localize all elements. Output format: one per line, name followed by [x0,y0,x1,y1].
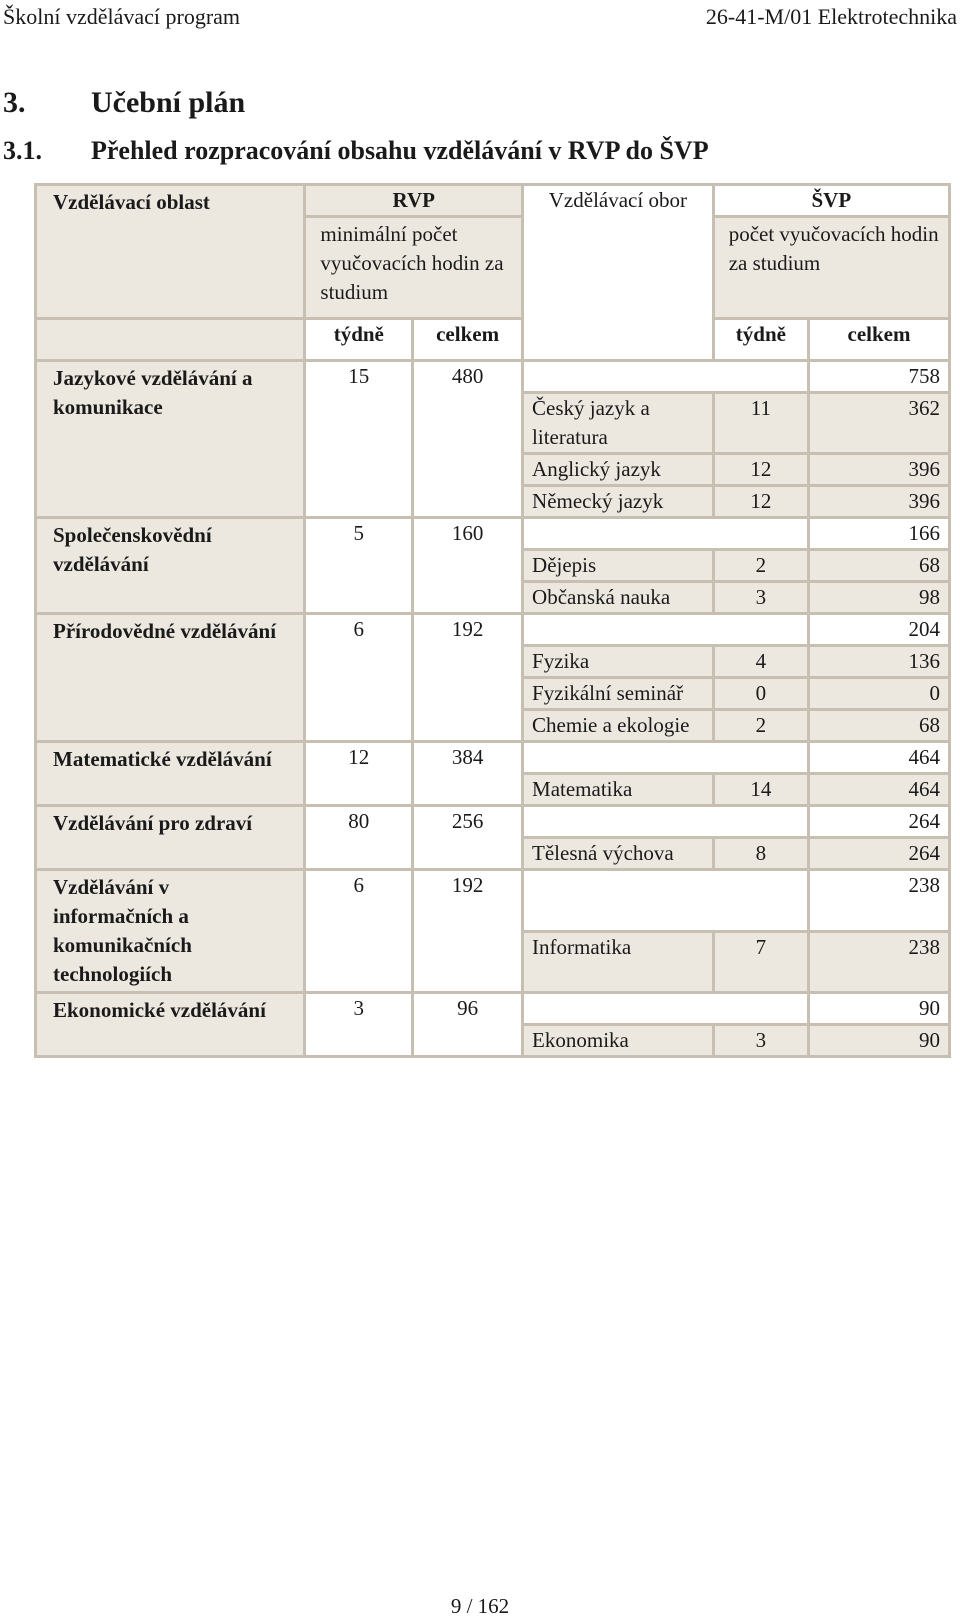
header-rvp: RVP [305,185,523,217]
subject-name: Občanská nauka [523,582,714,614]
subject-celkem: 396 [809,454,950,486]
svp-area-total: 90 [809,993,950,1025]
subject-celkem: 136 [809,646,950,678]
subject-tydne: 12 [713,486,808,518]
subject-name: Chemie a ekologie [523,710,714,742]
subject-name: Informatika [523,931,714,993]
page-number: 9 / 162 [450,1594,510,1618]
subject-celkem: 68 [809,550,950,582]
subject-name: Dějepis [523,550,714,582]
rvp-tydne: 3 [305,993,413,1057]
subject-name: Anglický jazyk [523,454,714,486]
area-row [36,742,950,774]
header-svp-tydne: týdně [713,319,808,361]
rvp-tydne: 80 [305,806,413,870]
area-spacer [523,614,809,646]
area-spacer [523,518,809,550]
subject-tydne: 14 [713,774,808,806]
subject-name: Tělesná výchova [523,838,714,870]
subject-name: Ekonomika [523,1025,714,1057]
subject-celkem: 264 [809,838,950,870]
area-spacer [523,742,809,774]
subject-celkem: 0 [809,678,950,710]
svp-area-total: 238 [809,870,950,932]
svp-area-total: 204 [809,614,950,646]
header-area-blank [36,319,305,361]
subject-tydne: 0 [713,678,808,710]
rvp-celkem: 256 [413,806,523,870]
subject-tydne: 4 [713,646,808,678]
rvp-tydne: 6 [305,870,413,993]
area-row [36,614,950,646]
section-heading [3,136,709,166]
running-header-left: Školní vzdělávací program [3,4,241,29]
subject-celkem: 68 [809,710,950,742]
svp-area-total: 758 [809,361,950,393]
area-spacer [523,806,809,838]
subject-tydne: 7 [713,931,808,993]
rvp-celkem: 192 [413,870,523,993]
subject-celkem: 238 [809,931,950,993]
header-svp: ŠVP [713,185,949,217]
chapter-title: Učební plán [91,86,246,119]
subject-tydne: 2 [713,550,808,582]
subject-tydne: 12 [713,454,808,486]
subject-tydne: 3 [713,582,808,614]
header-obor: Vzdělávací obor [523,185,714,361]
header-rvp-sub: minimální počet vyučovacích hodin za studium [305,217,523,319]
area-name: Společenskovědní vzdělávání [36,518,305,614]
rvp-tydne: 6 [305,614,413,742]
area-name: Ekonomické vzdělávání [36,993,305,1057]
rvp-tydne: 12 [305,742,413,806]
subject-celkem: 98 [809,582,950,614]
header-svp-sub: počet vyučovacích hodin za studium [713,217,949,319]
header-svp-celkem: celkem [809,319,950,361]
subject-name: Matematika [523,774,714,806]
rvp-tydne: 15 [305,361,413,518]
header-rvp-celkem: celkem [413,319,523,361]
svp-area-total: 166 [809,518,950,550]
area-name: Vzdělávání pro zdraví [36,806,305,870]
subject-celkem: 90 [809,1025,950,1057]
curriculum-table [34,183,951,1058]
rvp-celkem: 96 [413,993,523,1057]
subject-celkem: 396 [809,486,950,518]
area-name: Vzdělávání v informačních a komunikačních technologiích [36,870,305,993]
section-title: Přehled rozpracování obsahu vzdělávání v RVP do ŠVP [91,136,709,165]
subject-tydne: 11 [713,393,808,454]
rvp-celkem: 384 [413,742,523,806]
subject-celkem: 362 [809,393,950,454]
area-name: Přírodovědné vzdělávání [36,614,305,742]
running-header-right: 26-41-M/01 Elektrotechnika [705,4,957,29]
subject-tydne: 2 [713,710,808,742]
rvp-celkem: 480 [413,361,523,518]
subject-tydne: 3 [713,1025,808,1057]
area-spacer [523,870,809,932]
section-number: 3.1. [3,136,42,165]
chapter-number: 3. [3,86,26,119]
rvp-celkem: 192 [413,614,523,742]
area-spacer [523,993,809,1025]
subject-tydne: 8 [713,838,808,870]
subject-name: Německý jazyk [523,486,714,518]
svp-area-total: 264 [809,806,950,838]
rvp-tydne: 5 [305,518,413,614]
subject-name: Fyzika [523,646,714,678]
subject-celkem: 464 [809,774,950,806]
subject-name: Fyzikální seminář [523,678,714,710]
header-rvp-tydne: týdně [305,319,413,361]
rvp-celkem: 160 [413,518,523,614]
svp-area-total: 464 [809,742,950,774]
area-row [36,806,950,838]
subject-name: Český jazyk a literatura [523,393,714,454]
area-row [36,361,950,393]
area-row [36,870,950,932]
area-spacer [523,361,809,393]
area-row [36,518,950,550]
chapter-heading [3,86,245,120]
area-name: Jazykové vzdělávání a komunikace [36,361,305,518]
area-name: Matematické vzdělávání [36,742,305,806]
header-area: Vzdělávací oblast [36,185,305,319]
area-row [36,993,950,1025]
